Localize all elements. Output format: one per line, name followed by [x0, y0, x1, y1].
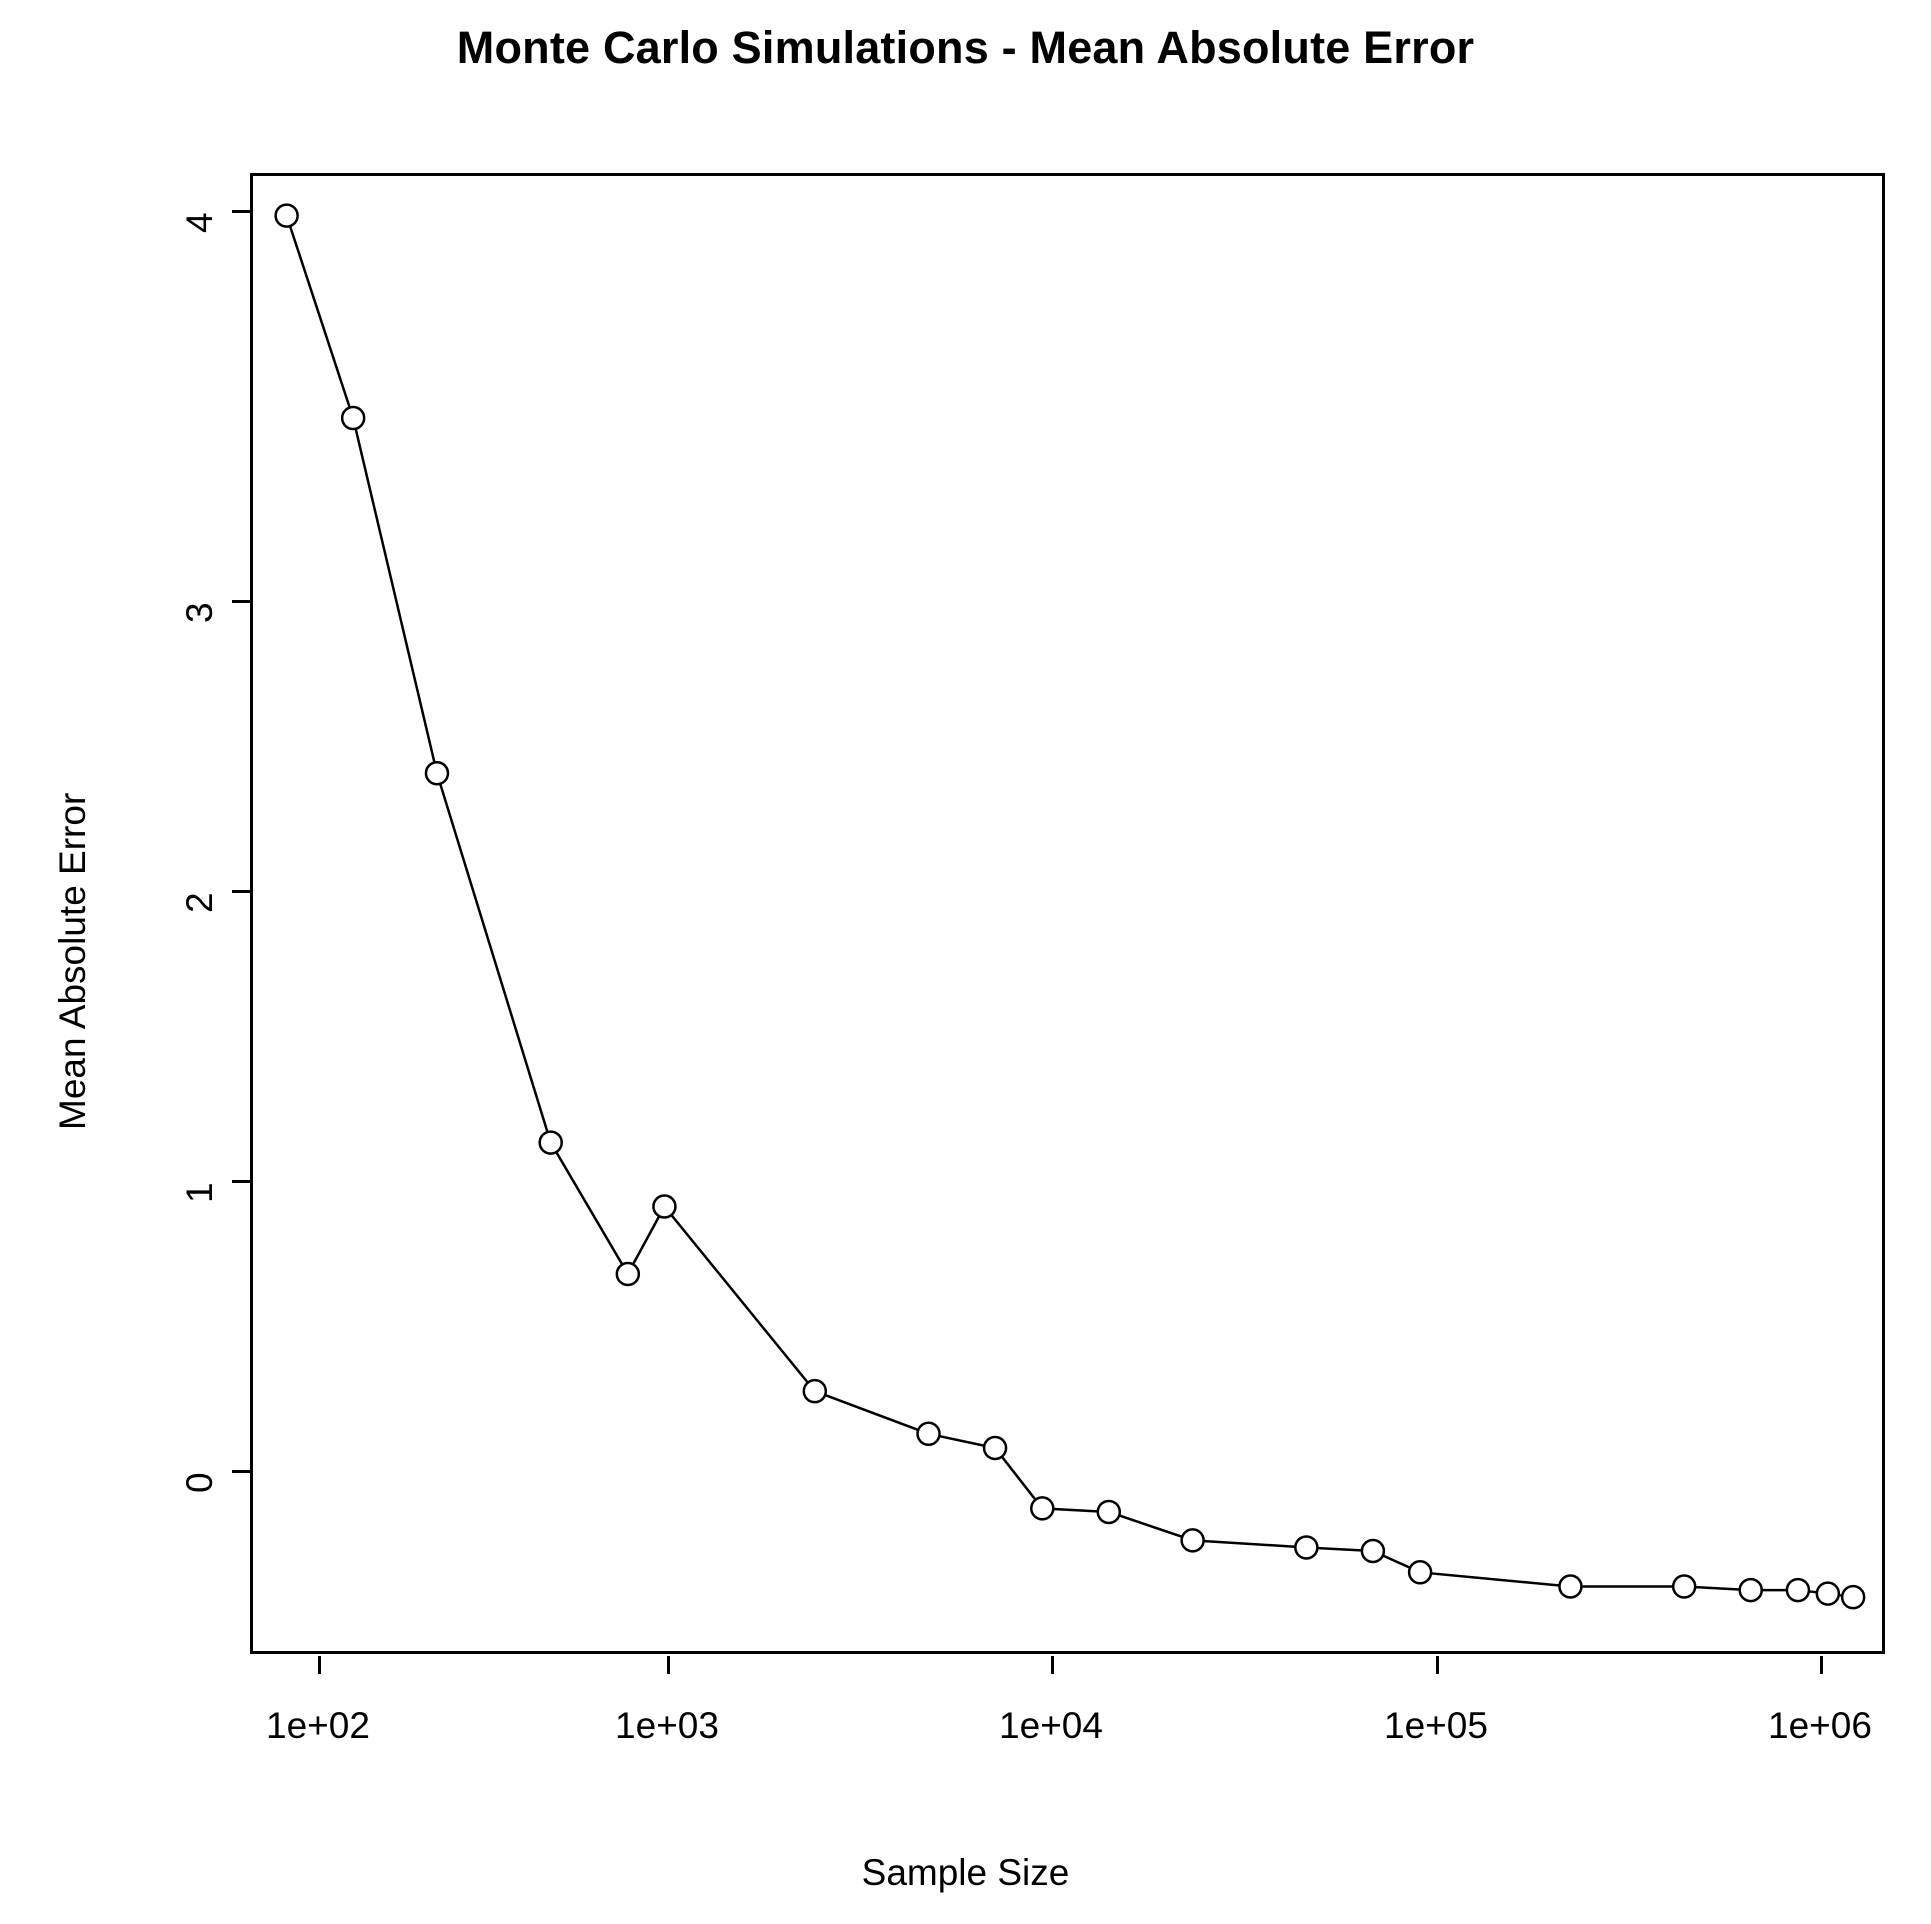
ytick-label-3: 3: [179, 602, 220, 623]
data-point-marker: [1182, 1529, 1204, 1551]
data-point-marker: [1559, 1576, 1581, 1598]
data-point-marker: [276, 205, 298, 227]
data-point-marker: [1673, 1576, 1695, 1598]
data-point-marker: [342, 407, 364, 429]
ytick-label-4: 4: [179, 212, 220, 233]
xtick-mark-1: [667, 1656, 670, 1674]
ytick-mark-4: [232, 210, 250, 213]
ytick-mark-2: [232, 890, 250, 893]
data-point-marker: [1817, 1583, 1839, 1605]
data-point-marker: [1295, 1536, 1317, 1558]
data-point-marker: [1740, 1579, 1762, 1601]
xtick-mark-4: [1820, 1656, 1823, 1674]
data-point-marker: [1842, 1586, 1864, 1608]
data-point-marker: [984, 1437, 1006, 1459]
y-axis-label: Mean Absolute Error: [52, 792, 93, 1130]
ytick-mark-3: [232, 600, 250, 603]
data-point-marker: [918, 1423, 940, 1445]
ytick-mark-0: [232, 1470, 250, 1473]
xtick-label-3: 1e+05: [1384, 1705, 1488, 1746]
x-axis-label: Sample Size: [861, 1852, 1070, 1893]
series-line: [287, 216, 1854, 1598]
xtick-label-2: 1e+04: [999, 1705, 1103, 1746]
xtick-mark-0: [318, 1656, 321, 1674]
data-point-marker: [1098, 1501, 1120, 1523]
data-point-marker: [1787, 1579, 1809, 1601]
xtick-label-0: 1e+02: [266, 1705, 370, 1746]
data-point-marker: [1409, 1561, 1431, 1583]
data-point-marker: [1031, 1497, 1053, 1519]
ytick-label-2: 2: [179, 892, 220, 913]
plot-series-svg: [250, 173, 1885, 1654]
series-markers: [276, 205, 1865, 1609]
ytick-label-0: 0: [179, 1472, 220, 1493]
data-point-marker: [617, 1263, 639, 1285]
chart-title: Monte Carlo Simulations - Mean Absolute Error: [456, 22, 1475, 73]
xtick-label-1: 1e+03: [615, 1705, 719, 1746]
data-point-marker: [540, 1132, 562, 1154]
data-point-marker: [426, 762, 448, 784]
ytick-label-1: 1: [179, 1182, 220, 1203]
xtick-label-4: 1e+06: [1768, 1705, 1872, 1746]
xtick-mark-2: [1051, 1656, 1054, 1674]
data-point-marker: [804, 1380, 826, 1402]
data-point-marker: [653, 1196, 675, 1218]
xtick-mark-3: [1436, 1656, 1439, 1674]
data-point-marker: [1362, 1540, 1384, 1562]
ytick-mark-1: [232, 1180, 250, 1183]
